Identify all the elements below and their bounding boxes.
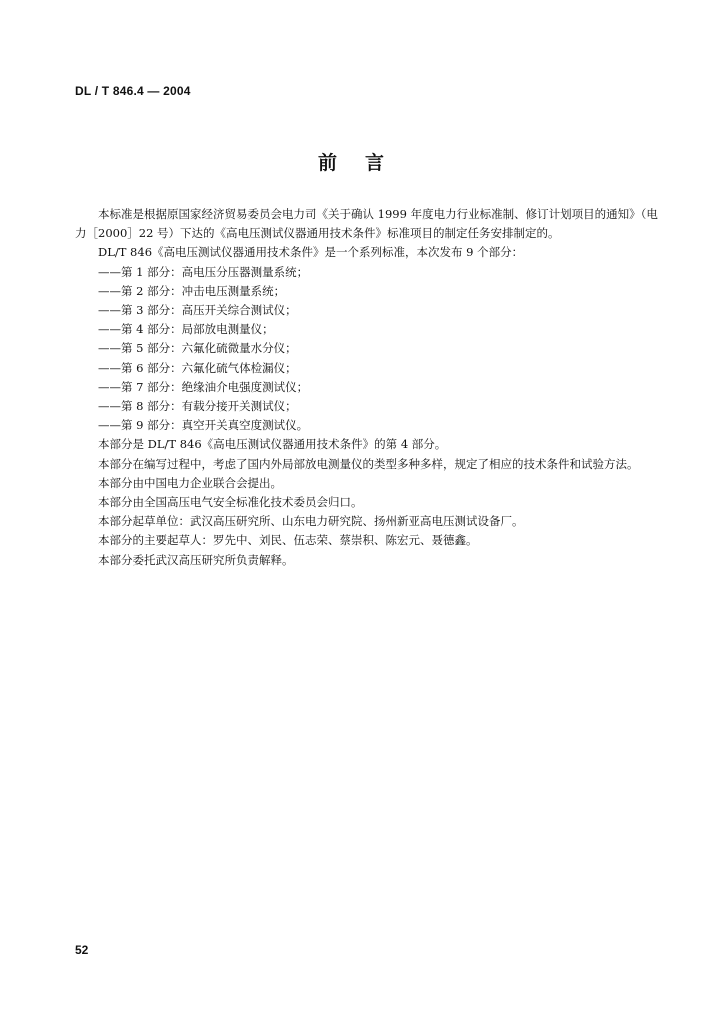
list-item: ——第 8 部分：有载分接开关测试仪；: [98, 399, 297, 414]
drafters-statement: 本部分的主要起草人：罗先中、刘民、伍志荣、蔡崇积、陈宏元、聂德鑫。: [98, 533, 478, 548]
list-item: ——第 1 部分：高电压分压器测量系统；: [98, 264, 309, 279]
intro-paragraph: 本标准是根据原国家经济贸易委员会电力司《关于确认 1999 年度电力行业标准制、修订计划项目的通知》（电力［2000］22 号）下达的《高电压测试仪器通用技术条件》标准项目的制定任务安排制定的。: [75, 207, 658, 241]
list-item: ——第 2 部分：冲击电压测量系统；: [98, 283, 286, 298]
drafting-units-statement: 本部分起草单位：武汉高压研究所、山东电力研究院、扬州新亚高电压测试设备厂。: [98, 514, 524, 529]
this-part-statement: 本部分是 DL/T 846《高电压测试仪器通用技术条件》的第 4 部分。: [98, 437, 447, 452]
list-item: ——第 6 部分：六氟化硫气体检漏仪；: [98, 360, 297, 375]
page-title: [0, 148, 702, 175]
list-item: ——第 3 部分：高压开关综合测试仪；: [98, 303, 297, 318]
title-char-2: 言: [365, 152, 385, 174]
page-number: 52: [75, 943, 89, 957]
interpretation-statement: 本部分委托武汉高压研究所负责解释。: [98, 552, 294, 567]
list-item: ——第 4 部分：局部放电测量仪；: [98, 322, 274, 337]
series-intro-paragraph: DL/T 846《高电压测试仪器通用技术条件》是一个系列标准，本次发布 9 个部分：: [98, 245, 524, 260]
document-code: DL / T 846.4 — 2004: [75, 84, 191, 98]
title-char-1: 前: [317, 152, 337, 174]
managed-statement: 本部分由全国高压电气安全标准化技术委员会归口。: [98, 495, 363, 510]
foreword-body: [75, 205, 661, 570]
considered-statement: 本部分在编写过程中，考虑了国内外局部放电测量仪的类型多种多样，规定了相应的技术条件和试验方法。: [98, 456, 639, 471]
list-item: ——第 9 部分：真空开关真空度测试仪。: [98, 418, 309, 433]
list-item: ——第 7 部分：绝缘油介电强度测试仪；: [98, 379, 309, 394]
list-item: ——第 5 部分：六氟化硫微量水分仪；: [98, 341, 297, 356]
proposed-statement: 本部分由中国电力企业联合会提出。: [98, 475, 282, 490]
